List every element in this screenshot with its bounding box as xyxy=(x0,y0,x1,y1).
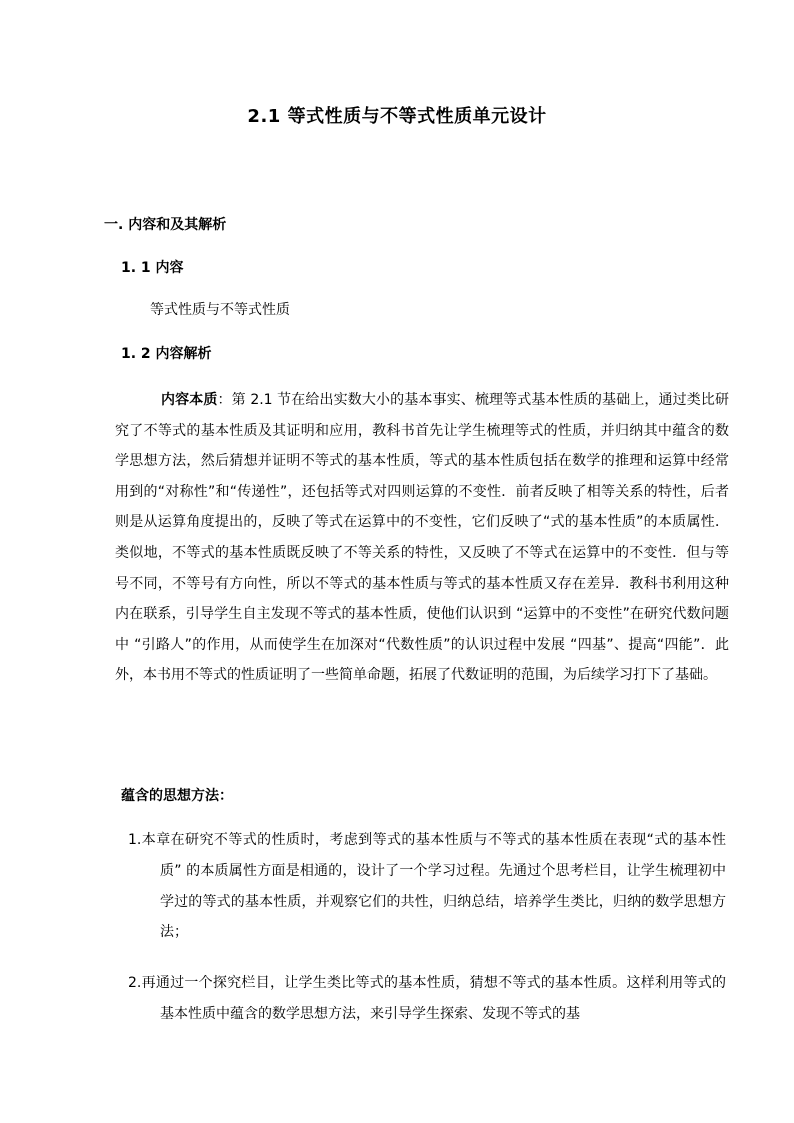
subsection-heading-content-analysis: 1. 2 内容解析 xyxy=(121,346,212,362)
paragraph-body: ：第 2.1 节在给出实数大小的基本事实、梳理等式基本性质的基础上，通过类比研究了不等式的基本性质及其证明和应用，教科书首先让学生梳理等式的性质，并归纳其中蕴含的数学思想方法，然后猜想并证明不等式的基本性质，等式的基本性质包括在数学的推理和运算中经常用到的“对称性”和“传递性”，还包括等式对四则运算的不变性．前者反映了相等关系的特性，后者则是从运算角度提出的，反映了等式在运算中的不变性，它们反映了“式的基本性质”的本质属性．类似地，不等式的基本性质既反映了不等关系的特性，又反映了不等式在运算中的不变性．但与等号不同，不等号有方向性，所以不等式的基本性质与等式的基本性质又存在差异．教科书利用这种内在联系，引导学生自主发现不等式的基本性质，使他们认识到 “运算中的不变性”在研究代数问题中 “引路人”的作用，从而使学生在加深对“代数性质”的认识过程中发展 “四基”、提高“四能”．此外，本书用不等式的性质证明了一些简单命题，拓展了代数证明的范围，为后续学习打下了基础。 xyxy=(115,392,729,684)
paragraph-lead-label: 内容本质 xyxy=(161,392,218,408)
methods-list-item: 1.本章在研究不等式的性质时，考虑到等式的基本性质与不等式的基本性质在表现“式的基本性质” 的本质属性方面是相通的，设计了一个学习过程。先通过个思考栏目，让学生梳理初中学过的等式的基本性质，并观察它们的共性，归纳总结，培养学生类比，归纳的数学思想方法； xyxy=(128,832,726,941)
document-title: 2.1 等式性质与不等式性质单元设计 xyxy=(247,106,547,127)
methods-list-item: 2.再通过一个探究栏目，让学生类比等式的基本性质，猜想不等式的基本性质。这样利用等式的基本性质中蕴含的数学思想方法，来引导学生探索、发现不等式的基 xyxy=(128,975,726,1022)
section-heading-content-analysis: 一. 内容和及其解析 xyxy=(104,217,227,233)
content-analysis-paragraph xyxy=(115,385,729,691)
subsection-heading-content: 1. 1 内容 xyxy=(121,260,184,276)
methods-heading: 蕴含的思想方法： xyxy=(121,788,233,804)
content-text: 等式性质与不等式性质 xyxy=(150,302,290,318)
